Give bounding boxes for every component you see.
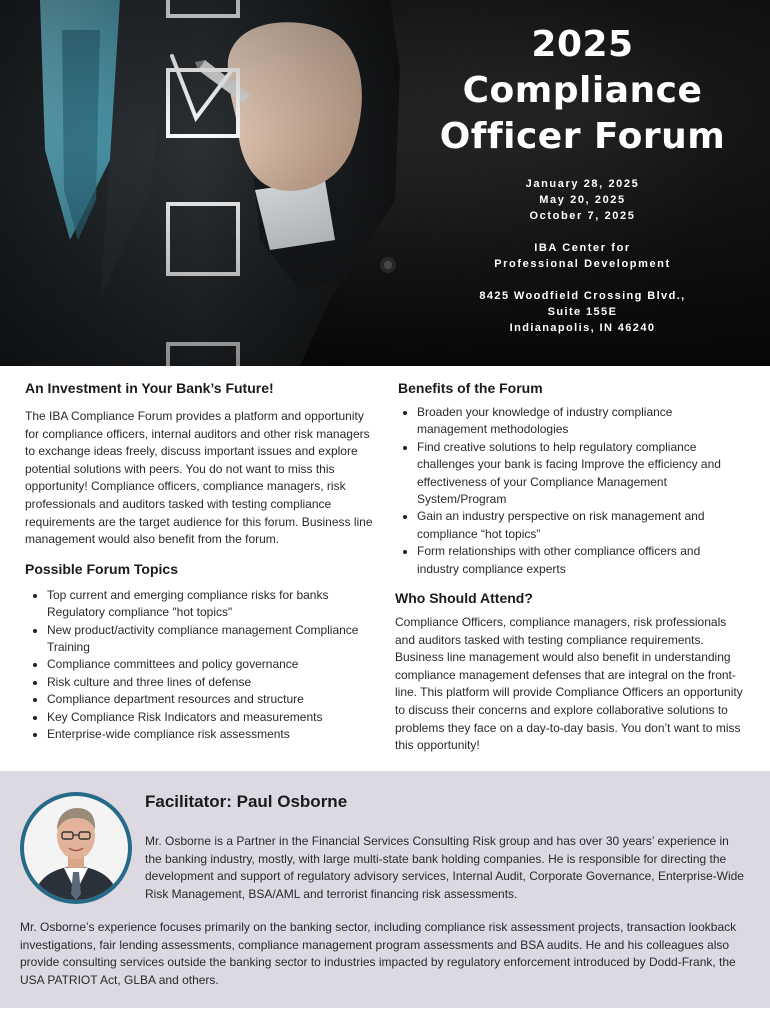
list-item: Risk culture and three lines of defense [25,674,375,691]
address-line: Indianapolis, IN 46240 [509,322,656,334]
benefits-list [395,404,745,578]
list-item: Compliance committees and policy governance [25,656,375,673]
event-dates [410,176,755,224]
address-line: Suite 155E [547,306,618,318]
list-item: Enterprise-wide compliance risk assessments [25,726,375,743]
hero-banner [0,0,770,366]
event-date: January 28, 2025 [525,178,640,190]
attend-heading: Who Should Attend? [395,590,533,607]
list-item: Form relationships with other compliance officers and industry compliance experts [395,543,745,578]
facilitator-experience: Mr. Osborne’s experience focuses primarily on the banking sector, including compliance risk assessment projects, transaction lookback investigations, fair lending assessments, compliance management program assessments and BSA audits. He and his colleagues also provide consulting services outside the banking sector to industries impacted by regulatory enforcement introduced by Dodd-Frank, the USA PATRIOT Act, GLBA and others. [20,920,737,987]
facilitator-intro: Mr. Osborne is a Partner in the Financial Services Consulting Risk group and has over 30 years’ experience in the banking industry, mostly, with large multi-state bank holding companies. He is responsible for directing the development and support of regulatory advisory services, Internal Audit, Corporate Governance, Enterprise-Wide Risk Management, BSA/AML and terrorist financing risk assessments. [145,834,744,901]
event-venue [410,240,755,272]
topics-heading: Possible Forum Topics [25,560,178,577]
left-column [25,378,375,743]
event-date: May 20, 2025 [539,194,626,206]
event-title [410,22,755,160]
facilitator-section [0,771,770,1008]
list-item: Key Compliance Risk Indicators and measurements [25,709,375,726]
list-item: Find creative solutions to help regulatory compliance challenges your bank is facing Improve the efficiency and effectiveness of your Compliance Management System/Program [395,439,745,509]
avatar [20,792,132,904]
investment-heading: An Investment in Your Bank’s Future! [25,380,274,396]
facilitator-portrait [24,796,128,900]
event-title-line-3: Officer Forum [439,116,726,157]
investment-body: The IBA Compliance Forum provides a platform and opportunity for compliance officers, internal auditors and other risk managers to exchange ideas freely, discuss important issues and explore potential solutions with peers. You do not want to miss this opportunity! Compliance officers, compliance managers, risk professionals and auditors tasked with testing compliance requirements are the target audience for this forum. Business line management would also benefit from the forum. [25,409,373,547]
event-address [410,288,755,336]
list-item: Compliance department resources and structure [25,691,375,708]
list-item: Broaden your knowledge of industry compliance management methodologies [395,404,745,439]
event-title-line-2: Compliance [462,70,703,111]
venue-line: Professional Development [494,258,671,270]
benefits-heading: Benefits of the Forum [398,380,543,396]
list-item: Top current and emerging compliance risks for banks Regulatory compliance "hot topics" [25,587,375,622]
list-item: Gain an industry perspective on risk management and compliance “hot topics” [395,508,745,543]
address-line: 8425 Woodfield Crossing Blvd., [479,290,686,302]
attend-body: Compliance Officers, compliance managers, risk professionals and auditors tasked with testing compliance requirements. Business line management would also benefit in understanding compliance management defenses that are integral on the front-line. This platform will provide Compliance Officers an opportunity to discuss their concerns and explore collaborative solutions to problems they face on a day-to-day basis. You don’t want to miss this opportunity! [395,615,743,753]
facilitator-title: Facilitator: Paul Osborne [145,792,348,811]
venue-line: IBA Center for [534,242,631,254]
list-item: New product/activity compliance management Compliance Training [25,622,375,657]
right-column [395,378,745,755]
event-title-year: 2025 [531,24,634,65]
event-date: October 7, 2025 [529,210,636,222]
hero-text-block [410,22,755,336]
topics-list [25,587,375,744]
